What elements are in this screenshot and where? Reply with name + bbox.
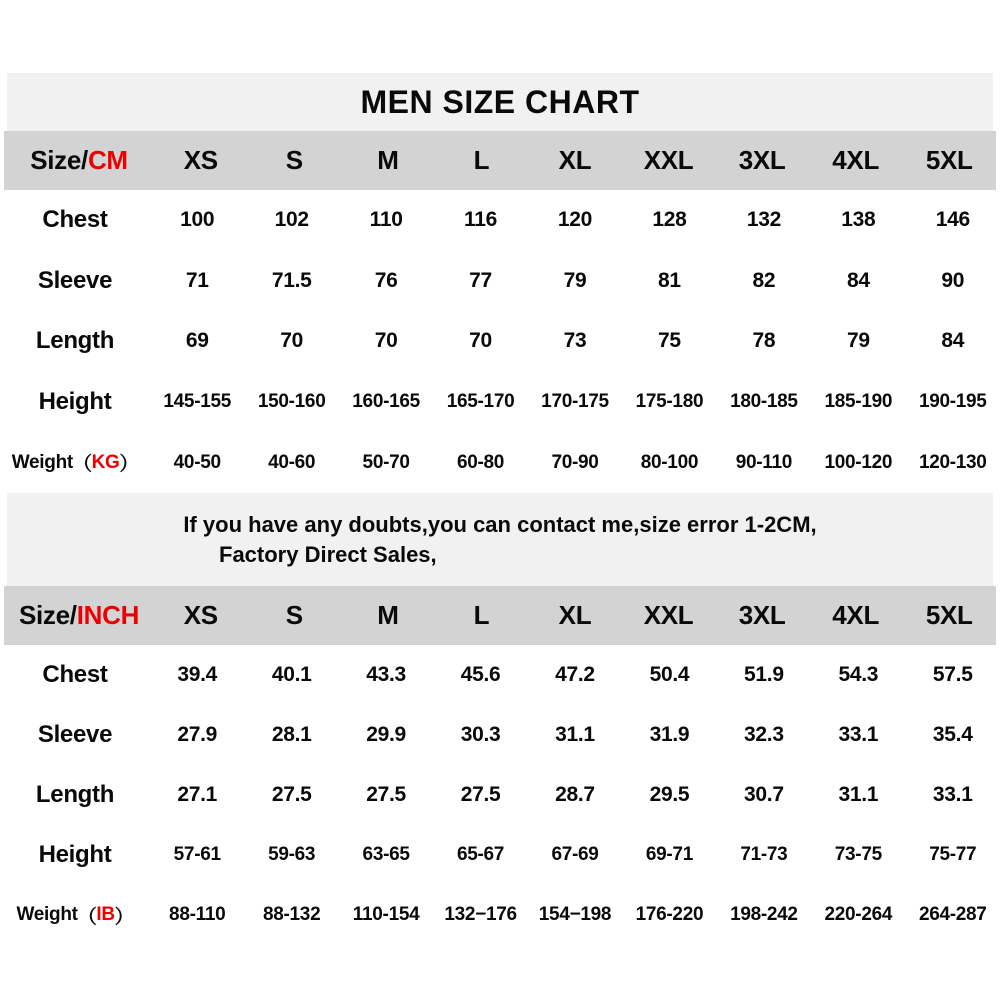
size-col-header: XXL xyxy=(643,600,694,630)
size-col-header: 5XL xyxy=(925,600,973,630)
table-cell: 27.5 xyxy=(271,783,312,806)
size-col-header: 3XL xyxy=(738,600,786,630)
size-col-header: 5XL xyxy=(925,145,973,175)
size-col-header: S xyxy=(285,600,303,630)
table-cell: 70 xyxy=(280,329,304,353)
inch-row-sleeve xyxy=(0,705,1000,765)
cm-size-unit-label xyxy=(4,131,154,190)
table-cell: 71-73 xyxy=(740,844,788,865)
table-cell: 145-155 xyxy=(163,391,232,413)
size-prefix: Size/ xyxy=(30,145,88,175)
table-cell: 33.1 xyxy=(838,723,879,746)
size-col-header: XS xyxy=(183,145,218,175)
size-col-header: XL xyxy=(558,145,592,175)
table-cell: 27.5 xyxy=(366,783,406,806)
table-cell: 170-175 xyxy=(541,391,609,413)
cm-row-weight xyxy=(0,432,1000,493)
size-col-header: M xyxy=(377,145,399,175)
row-label: Chest xyxy=(42,661,108,688)
table-cell: 27.9 xyxy=(177,723,218,746)
table-cell: 75 xyxy=(658,329,681,353)
table-cell: 138 xyxy=(841,208,876,232)
inch-row-height xyxy=(0,825,1000,885)
table-cell: 84 xyxy=(846,268,870,292)
table-cell: 120 xyxy=(557,208,593,232)
table-cell: 185-190 xyxy=(824,391,893,413)
table-cell: 30.7 xyxy=(744,783,784,806)
table-cell: 132 xyxy=(746,208,781,232)
inch-table-body xyxy=(0,645,1000,945)
inch-row-weight xyxy=(0,885,1000,945)
table-cell: 190-195 xyxy=(918,391,987,413)
table-cell: 160-165 xyxy=(352,391,420,413)
table-cell: 116 xyxy=(464,208,498,232)
row-label-weight-kg xyxy=(0,432,150,493)
table-cell: 54.3 xyxy=(838,663,879,686)
table-cell: 69-71 xyxy=(645,844,693,865)
cm-row-sleeve xyxy=(0,251,1000,312)
table-cell: 45.6 xyxy=(460,663,501,686)
row-label: Sleeve xyxy=(37,721,113,748)
table-cell: 128 xyxy=(652,208,687,232)
table-cell: 165-170 xyxy=(446,391,515,413)
inch-unit: INCH xyxy=(76,600,140,630)
table-cell: 90-110 xyxy=(735,451,793,473)
table-cell: 28.7 xyxy=(555,783,595,806)
table-cell: 57-61 xyxy=(173,844,221,865)
page-title: MEN SIZE CHART xyxy=(360,83,640,120)
table-cell: 50.4 xyxy=(649,663,690,686)
table-cell: 100-120 xyxy=(824,451,893,473)
cm-unit: CM xyxy=(87,145,128,175)
table-cell: 29.5 xyxy=(649,783,690,806)
table-cell: 40.1 xyxy=(271,663,312,686)
table-cell: 47.2 xyxy=(555,663,595,686)
size-col-header: 4XL xyxy=(832,145,880,175)
table-cell: 90 xyxy=(941,268,965,292)
row-label: Height xyxy=(38,841,112,868)
cm-table-body xyxy=(0,190,1000,493)
paren-open: （ xyxy=(77,906,97,928)
table-cell: 110-154 xyxy=(352,904,420,925)
paren-close: ） xyxy=(114,906,134,928)
table-cell: 51.9 xyxy=(744,663,784,686)
paren-close: ） xyxy=(119,454,139,476)
table-cell: 100 xyxy=(180,208,215,232)
row-label: Length xyxy=(35,327,115,355)
table-cell: 30.3 xyxy=(460,723,501,746)
table-cell: 110 xyxy=(369,208,403,232)
size-prefix: Size/ xyxy=(18,600,77,630)
size-col-header: XS xyxy=(183,600,218,630)
table-cell: 146 xyxy=(935,208,970,232)
row-label: Length xyxy=(35,781,115,808)
inch-row-length xyxy=(0,765,1000,825)
table-cell: 150-160 xyxy=(257,391,326,413)
table-cell: 76 xyxy=(374,268,398,292)
table-cell: 198-242 xyxy=(730,904,798,925)
table-cell: 50-70 xyxy=(362,451,410,473)
table-cell: 31.1 xyxy=(555,723,595,746)
row-label: Height xyxy=(38,388,112,416)
table-cell: 220-264 xyxy=(824,904,893,925)
note-line-1: If you have any doubts,you can contact me,size error 1-2CM, xyxy=(183,511,817,537)
table-cell: 57.5 xyxy=(932,663,973,686)
table-cell: 154−198 xyxy=(538,904,612,925)
table-cell: 78 xyxy=(752,329,776,353)
table-cell: 77 xyxy=(469,268,492,292)
size-col-header: L xyxy=(473,145,490,175)
table-cell: 35.4 xyxy=(932,723,973,746)
table-cell: 27.5 xyxy=(460,783,501,806)
size-col-header: XL xyxy=(558,600,592,630)
row-label: Sleeve xyxy=(37,266,113,294)
table-cell: 73 xyxy=(563,329,587,353)
table-cell: 84 xyxy=(941,329,965,353)
size-col-header: S xyxy=(285,145,303,175)
weight-unit-ib: IB xyxy=(96,904,115,925)
table-cell: 60-80 xyxy=(456,451,505,473)
table-cell: 88-132 xyxy=(262,904,321,925)
table-cell: 70-90 xyxy=(551,451,599,473)
size-col-header: 4XL xyxy=(832,600,880,630)
top-margin xyxy=(0,0,1000,73)
size-col-header: M xyxy=(377,600,399,630)
table-cell: 88-110 xyxy=(169,904,226,925)
table-cell: 82 xyxy=(752,268,776,292)
table-cell: 59-63 xyxy=(268,844,316,865)
row-label-weight-ib xyxy=(0,885,150,945)
cm-header-row xyxy=(4,131,996,190)
table-cell: 132−176 xyxy=(444,904,517,925)
inch-header-row xyxy=(4,586,996,645)
paren-open: （ xyxy=(72,454,92,476)
table-cell: 40-50 xyxy=(173,451,221,473)
table-cell: 70 xyxy=(469,329,492,353)
cm-row-length xyxy=(0,311,1000,372)
table-cell: 65-67 xyxy=(456,844,505,865)
table-cell: 81 xyxy=(658,268,681,292)
table-cell: 33.1 xyxy=(932,783,973,806)
table-cell: 71.5 xyxy=(271,268,312,292)
table-cell: 39.4 xyxy=(177,663,218,686)
table-cell: 27.1 xyxy=(177,783,218,806)
cm-row-chest xyxy=(0,190,1000,251)
table-cell: 80-100 xyxy=(640,451,699,473)
size-col-header: 3XL xyxy=(738,145,786,175)
note-band xyxy=(7,493,993,586)
size-col-header: L xyxy=(473,600,490,630)
note-line-2: Factory Direct Sales, xyxy=(219,541,437,567)
table-cell: 63-65 xyxy=(362,844,410,865)
table-cell: 40-60 xyxy=(268,451,316,473)
table-cell: 67-69 xyxy=(551,844,599,865)
table-cell: 71 xyxy=(185,268,209,292)
table-cell: 31.9 xyxy=(649,723,690,746)
table-cell: 43.3 xyxy=(366,663,406,686)
table-cell: 32.3 xyxy=(744,723,784,746)
table-cell: 69 xyxy=(185,329,209,353)
table-cell: 120-130 xyxy=(918,451,987,473)
weight-unit-kg: KG xyxy=(91,451,120,473)
table-cell: 31.1 xyxy=(838,783,879,806)
weight-label: Weight xyxy=(11,451,73,473)
cm-row-height xyxy=(0,372,1000,433)
table-cell: 73-75 xyxy=(834,844,882,865)
inch-row-chest xyxy=(0,645,1000,705)
table-cell: 264-287 xyxy=(918,904,987,925)
table-cell: 79 xyxy=(846,329,870,353)
table-cell: 175-180 xyxy=(635,391,704,413)
table-cell: 70 xyxy=(374,329,398,353)
table-cell: 29.9 xyxy=(366,723,406,746)
row-label: Chest xyxy=(42,206,108,234)
table-cell: 180-185 xyxy=(730,391,798,413)
table-cell: 176-220 xyxy=(635,904,704,925)
table-cell: 75-77 xyxy=(929,844,977,865)
table-cell: 79 xyxy=(563,268,587,292)
table-cell: 102 xyxy=(274,208,309,232)
table-cell: 28.1 xyxy=(271,723,312,746)
size-col-header: XXL xyxy=(643,145,694,175)
title-band xyxy=(7,73,993,131)
inch-size-unit-label xyxy=(4,586,154,645)
weight-label: Weight xyxy=(16,904,78,925)
